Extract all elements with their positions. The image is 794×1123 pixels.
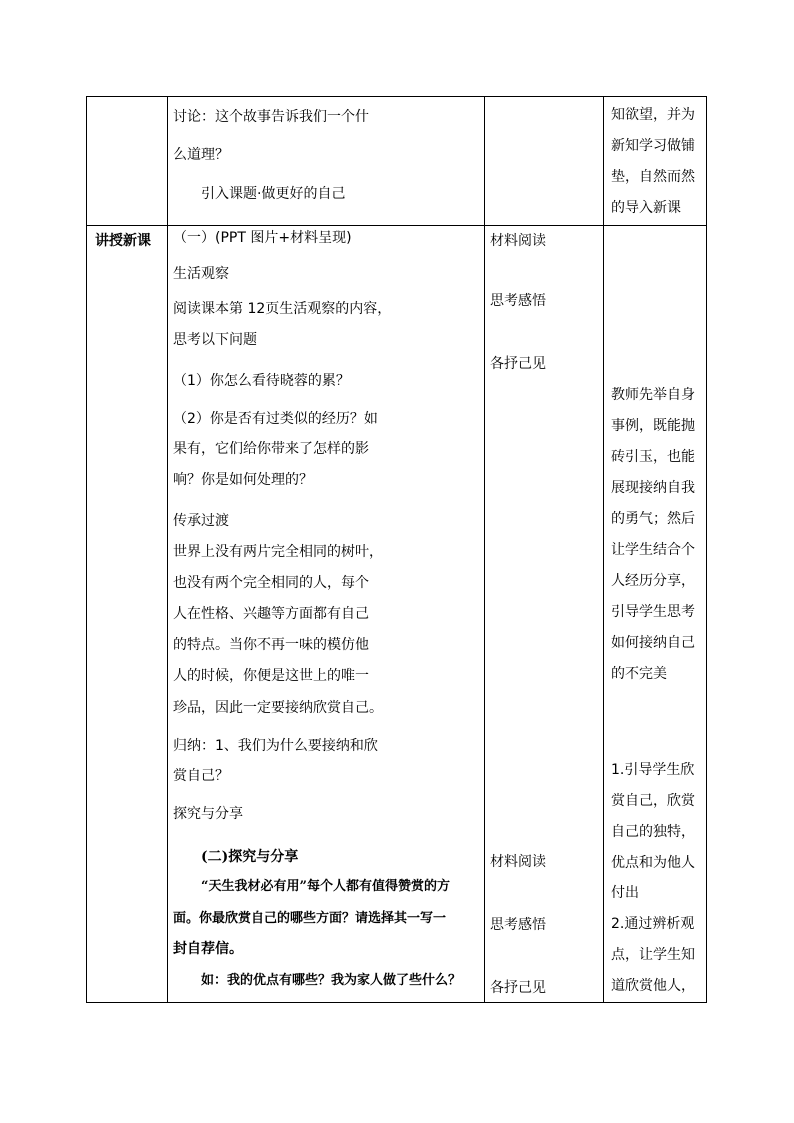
content-line-21: 面。你最欣赏自己的哪些方面？请选择其一写一 bbox=[173, 911, 447, 926]
intent-line: 引导学生思考 bbox=[611, 604, 695, 620]
content-line-17: 赏自己？ bbox=[173, 768, 229, 784]
content-line-22: 封自荐信。 bbox=[173, 941, 243, 957]
content-line-15: 珍品，因此一定要接纳欣赏自己。 bbox=[173, 700, 383, 716]
intent-line: 优点和为他人 bbox=[611, 855, 695, 871]
section-label: 讲授新课 bbox=[95, 233, 151, 249]
row1-text-line-1: 讨论：这个故事告诉我们一个什 bbox=[173, 109, 369, 125]
content-line-02: 生活观察 bbox=[173, 266, 229, 282]
content-line-05: （1）你怎么看待晓蓉的累？ bbox=[173, 373, 350, 389]
content-line-07: 果有，它们给你带来了怎样的影 bbox=[173, 441, 369, 457]
intent-line: 让学生结合个 bbox=[611, 542, 695, 558]
content-line-14: 人的时候，你便是这世上的唯一 bbox=[173, 668, 369, 684]
intent-line: 人经历分享， bbox=[611, 573, 695, 589]
row1-intent-line-2: 新知学习做铺 bbox=[611, 138, 695, 154]
content-line-11: 也没有两个完全相同的人，每个 bbox=[173, 575, 369, 591]
intent-line: 事例，既能抛 bbox=[611, 418, 695, 434]
intent-line: 的不完美 bbox=[611, 666, 667, 682]
row1-intent-line-3: 垫，自然而然 bbox=[611, 169, 695, 185]
activity-reflection-2: 思考感悟 bbox=[490, 917, 546, 933]
content-line-16: 归纳：1、我们为什么要接纳和欣 bbox=[173, 738, 378, 754]
content-line-08: 响？你是如何处理的？ bbox=[173, 472, 313, 488]
intent-line: 砖引玉，也能 bbox=[611, 449, 695, 465]
activity-discussion: 各抒己见 bbox=[490, 356, 546, 372]
intent-line: 道欣赏他人， bbox=[611, 978, 695, 994]
content-line-23: 如：我的优点有哪些？我为家人做了些什么？ bbox=[201, 973, 462, 988]
activity-discussion-2: 各抒己见 bbox=[490, 980, 546, 996]
row1-text-line-3: 引入课题·做更好的自己 bbox=[201, 186, 346, 202]
content-line-10: 世界上没有两片完全相同的树叶， bbox=[173, 544, 383, 560]
content-line-06: （2）你是否有过类似的经历？如 bbox=[173, 411, 378, 427]
content-line-04: 思考以下问题 bbox=[173, 332, 257, 348]
row1-intent-line-1: 知欲望，并为 bbox=[611, 107, 695, 123]
content-line-03: 阅读课本第 12页生活观察的内容， bbox=[173, 301, 392, 317]
intent-line: 展现接纳自我 bbox=[611, 480, 695, 496]
content-line-20: “天生我材必有用”每个人都有值得赞赏的方 bbox=[201, 879, 450, 894]
activity-material-reading-2: 材料阅读 bbox=[490, 854, 546, 870]
content-line-19: (二)探究与分享 bbox=[201, 849, 299, 865]
content-line-09: 传承过渡 bbox=[173, 513, 229, 529]
row1-text-line-2: 么道理？ bbox=[173, 147, 229, 163]
intent-line: 2.通过辨析观 bbox=[611, 916, 695, 932]
intent-line: 赏自己，欣赏 bbox=[611, 793, 695, 809]
intent-line: 1.引导学生欣 bbox=[611, 762, 695, 778]
content-line-12: 人在性格、兴趣等方面都有自己 bbox=[173, 606, 369, 622]
row1-intent-line-4: 的导入新课 bbox=[611, 200, 681, 216]
intent-line: 自己的独特， bbox=[611, 824, 695, 840]
content-line-01: （一）(PPT 图片+材料呈现) bbox=[173, 230, 352, 246]
activity-reflection: 思考感悟 bbox=[490, 293, 546, 309]
activity-material-reading: 材料阅读 bbox=[490, 233, 546, 249]
intent-line: 教师先举自身 bbox=[611, 387, 695, 403]
intent-line: 如何接纳自己 bbox=[611, 635, 695, 651]
content-line-13: 的特点。当你不再一味的模仿他 bbox=[173, 637, 369, 653]
intent-line: 付出 bbox=[611, 885, 639, 901]
content-line-18: 探究与分享 bbox=[173, 806, 243, 822]
intent-line: 的勇气；然后 bbox=[611, 511, 695, 527]
intent-line: 点，让学生知 bbox=[611, 947, 695, 963]
